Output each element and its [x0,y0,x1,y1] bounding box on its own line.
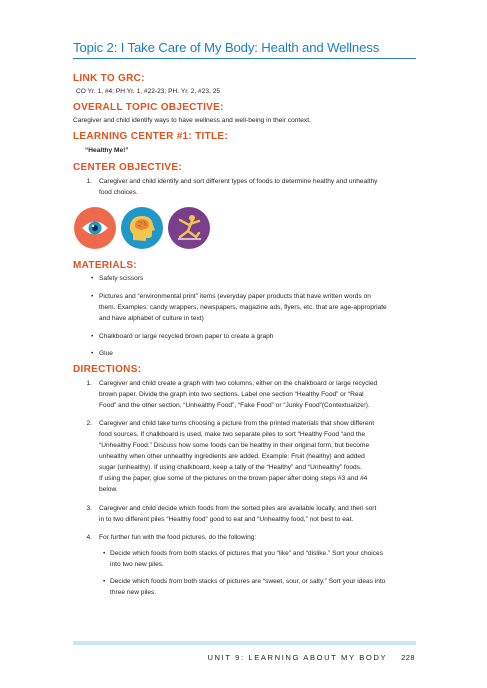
page-footer [207,653,415,662]
direction-line: sugar (unhealthy). If using chalkboard, keep a tally of the “Healthy” and “Unhealthy” foods. [99,464,362,471]
center-objective-number: 1. [86,178,92,185]
bullet-dot: • [91,293,94,300]
direction-line: below. [99,486,118,493]
materials-item: Safety scissors [99,275,144,282]
direction-line: in to two different piles “Healthy food” good to eat and “Unhealthy food,” not best to eat. [99,516,354,523]
materials-item: Chalkboard or large recycled brown paper to create a graph [99,333,274,340]
learning-center-heading: LEARNING CENTER #1: TITLE: [73,131,229,142]
direction-line: Caregiver and child decide which foods from the sorted piles are available locally, and then sort [99,505,377,512]
bullet-dot: • [103,550,106,557]
materials-item: Pictures and “environmental print” items (everyday paper products that have written words on [99,293,371,300]
page-title: Topic 2: I Take Care of My Body: Health and Wellness [73,40,380,55]
direction-line: unhealthy when other unhealthy ingredients are added. Example: Fruit (healthy) and added [99,453,365,460]
center-objective-heading: CENTER OBJECTIVE: [73,162,183,173]
direction-subitem-line: into two new piles. [110,561,164,568]
direction-line: “Unhealthy Food.” Discuss how some foods can be healthy in their original form, but become [99,442,370,449]
direction-line: If using the paper, glue some of the pictures on the brown paper after doing steps #3 and #4 [99,475,368,482]
link-grc-heading: LINK TO GRC: [73,73,145,84]
directions-heading: DIRECTIONS: [73,364,142,375]
bullet-dot: • [91,333,94,340]
bullet-dot: • [91,350,94,357]
direction-number: 2. [86,420,92,427]
direction-subitem-line: Decide which foods from both stacks of pictures are “sweet, sour, or salty.” Sort your ideas into [110,578,386,585]
title-rule [73,58,416,59]
footer-unit-title: UNIT 9: LEARNING ABOUT MY BODY [207,653,388,662]
direction-number: 3. [86,505,92,512]
bullet-dot: • [91,275,94,282]
overall-objective-heading: OVERALL TOPIC OBJECTIVE: [73,102,224,113]
link-grc-text: CO Yr. 1, #4; PH Yr. 1, #22-23; PH. Yr. 2, #23, 25 [76,88,221,95]
direction-line: Food” and the other section, “Unhealthy Food”, “Fake Food” or “Junky Food”(Contextualize!). [99,402,370,409]
learning-center-name: “Healthy Me!” [85,147,129,154]
center-objective-line: Caregiver and child identify and sort different types of foods to determine healthy and unhealthy [99,178,378,185]
eye-icon [74,207,116,249]
direction-number: 1. [86,380,92,387]
materials-heading: MATERIALS: [73,260,137,271]
bullet-dot: • [103,578,106,585]
direction-line: For further fun with the food pictures, do the following: [99,534,257,541]
overall-objective-text: Caregiver and child identify ways to have wellness and well-being in their context. [73,117,311,124]
brain-icon [121,207,163,249]
direction-line: food sources. If chalkboard is used, make two separate piles to sort “Healthy Food “and the [99,431,366,438]
center-objective-line: food choices. [99,189,138,196]
yoga-icon [168,207,210,249]
direction-line: brown paper. Divide the graph into two sections. Label one section “Healthy Food” or “Real [99,391,364,398]
materials-item: Glue [99,350,113,357]
materials-item: them. Examples: candy wrappers, newspapers, magazine ads, flyers, etc. that are age-appropriate [99,304,387,311]
footer-rule [73,641,416,645]
direction-number: 4. [86,534,92,541]
direction-subitem-line: Decide which foods from both stacks of pictures that you “like” and “dislike.” Sort your choices [110,550,384,557]
page-number: 228 [401,653,415,662]
direction-line: Caregiver and child take turns choosing a picture from the printed materials that show different [99,420,375,427]
materials-item: and have alphabet of culture in text) [99,315,204,322]
direction-line: Caregiver and child create a graph with two columns, either on the chalkboard or large recycled [99,380,378,387]
direction-subitem-line: three new piles. [110,589,157,596]
